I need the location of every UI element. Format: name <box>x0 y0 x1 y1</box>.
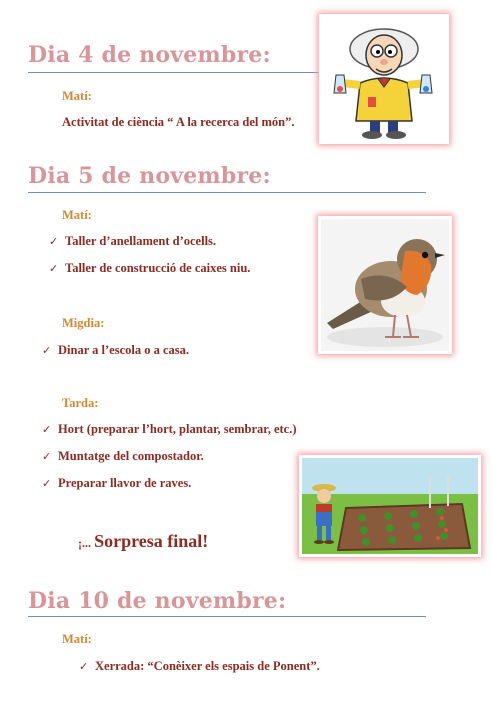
surprise-text: Sorpresa final! <box>94 531 209 551</box>
checkmark-icon: ✓ <box>42 423 52 436</box>
checkmark-icon: ✓ <box>42 450 52 463</box>
activity-item: Preparar llavor de raves. <box>58 476 192 490</box>
garden-farmer-image <box>302 458 478 554</box>
section-label-migdia: Migdia: <box>62 316 105 330</box>
title-rule <box>28 72 328 73</box>
activity-item: Activitat de ciència “ A la recerca del món”. <box>62 115 295 129</box>
day-title-4-nov: Dia 4 de novembre: <box>28 42 271 68</box>
checkmark-icon: ✓ <box>49 262 59 275</box>
day-title-10-nov: Dia 10 de novembre: <box>28 588 287 614</box>
activity-item: Dinar a l’escola o a casa. <box>58 343 190 357</box>
activity-item: Taller d’anellament d’ocells. <box>65 234 217 248</box>
title-rule <box>28 616 426 617</box>
robin-bird-icon <box>321 219 449 351</box>
activity-item: Muntatge del compostador. <box>58 449 204 463</box>
title-rule <box>28 192 426 193</box>
activity-item: Hort (preparar l’hort, plantar, sembrar, etc.) <box>58 422 297 436</box>
day-title-5-nov: Dia 5 de novembre: <box>28 163 271 189</box>
checkmark-icon: ✓ <box>42 344 52 357</box>
activity-item: Xerrada: “Conèixer els espais de Ponent”. <box>95 659 320 673</box>
scientist-icon <box>322 17 446 141</box>
garden-farmer-icon <box>302 458 478 554</box>
checkmark-icon: ✓ <box>79 660 89 673</box>
checkmark-icon: ✓ <box>49 235 59 248</box>
scientist-image <box>322 17 446 141</box>
surprise-prefix: ¡... <box>78 536 91 550</box>
surprise-line <box>78 531 208 552</box>
robin-bird-image <box>321 219 449 351</box>
section-label-mati: Matí: <box>62 632 92 646</box>
section-label-mati: Matí: <box>62 89 92 103</box>
activity-item: Taller de construcció de caixes niu. <box>65 261 251 275</box>
section-label-tarda: Tarda: <box>62 396 99 410</box>
section-label-mati: Matí: <box>62 208 92 222</box>
checkmark-icon: ✓ <box>42 477 52 490</box>
